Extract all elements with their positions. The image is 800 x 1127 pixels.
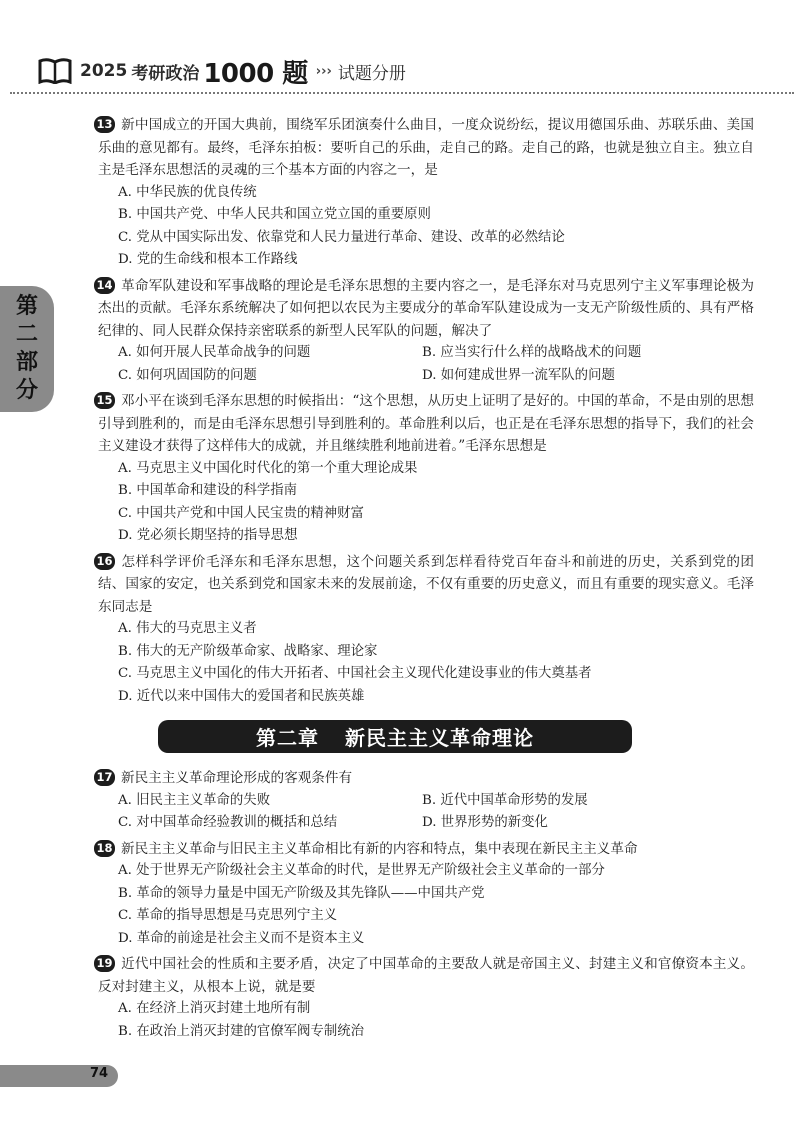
option: D. 党的生命线和根本工作路线 xyxy=(118,252,298,267)
question-14 xyxy=(98,275,754,388)
side-tab-char: 分 xyxy=(15,378,38,403)
option: C. 党从中国实际出发、依靠党和人民力量进行革命、建设、改革的必然结论 xyxy=(118,229,565,245)
option: A. 马克思主义中国化时代化的第一个重大理论成果 xyxy=(118,460,418,476)
chapter-title: 新民主主义革命理论 xyxy=(345,726,534,750)
option: D. 世界形势的新变化 xyxy=(422,815,548,830)
page-header xyxy=(38,56,406,89)
question-number-badge: 13 xyxy=(94,116,115,133)
option: A. 如何开展人民革命战争的问题 xyxy=(118,345,311,360)
question-19 xyxy=(98,953,754,1043)
question-stem: 革命军队建设和军事战略的理论是毛泽东思想的主要内容之一，是毛泽东对马克思列宁主义军事理论极为杰出的贡献。毛泽东系统解决了如何把以农民为主要成分的革命军队建设成为一支无产阶级性质的、具有严格纪律的、同人民群众保持亲密联系的新型人民军队的问题，解决了 xyxy=(98,277,754,339)
option: C. 如何巩固国防的问题 xyxy=(118,367,257,383)
option-grid xyxy=(98,790,754,835)
option: B. 在政治上消灭封建的官僚军阀专制统治 xyxy=(118,1023,364,1039)
option-grid xyxy=(98,342,754,387)
question-13 xyxy=(98,114,754,272)
question-17 xyxy=(98,767,754,835)
option: A. 处于世界无产阶级社会主义革命的时代，是世界无产阶级社会主义革命的一部分 xyxy=(118,863,605,878)
chapter-number: 第二章 xyxy=(256,726,319,750)
question-stem: 邓小平在谈到毛泽东思想的时候指出：“这个思想，从历史上证明了是好的。中国的革命，不是由别的思想引导到胜利的，而是由毛泽东思想引导到胜利的。革命胜利以后，也正是在毛泽东思想的指导下，我们的社会主义建设才获得了这样伟大的成就，并且继续胜利地前进着。”毛泽东思想是 xyxy=(98,393,754,454)
option: B. 应当实行什么样的战略战术的问题 xyxy=(422,345,642,360)
option: C. 马克思主义中国化的伟大开拓者、中国社会主义现代化建设事业的伟大奠基者 xyxy=(118,666,592,681)
option: D. 近代以来中国伟大的爱国者和民族英雄 xyxy=(118,688,365,704)
question-number-badge: 16 xyxy=(94,553,115,570)
option: B. 伟大的无产阶级革命家、战略家、理论家 xyxy=(118,643,378,659)
header-year: 2025 xyxy=(80,61,128,81)
header-book-title: 1000 题 xyxy=(203,58,308,89)
header-arrows: ››› xyxy=(315,63,332,79)
question-content xyxy=(98,114,754,1046)
option: A. 中华民族的优良传统 xyxy=(118,184,257,200)
question-number-badge: 14 xyxy=(94,277,115,294)
header-exam: 考研政治 xyxy=(131,63,200,84)
option: C. 革命的指导思想是马克思列宁主义 xyxy=(118,908,338,923)
question-16 xyxy=(98,551,754,709)
question-stem: 新民主主义革命与旧民主主义革命相比有新的内容和特点，集中表现在新民主主义革命 xyxy=(121,840,638,857)
side-tab-char: 部 xyxy=(15,350,38,375)
option: C. 中国共产党和中国人民宝贵的精神财富 xyxy=(118,505,364,521)
option: B. 近代中国革命形势的发展 xyxy=(422,792,588,808)
option: B. 革命的领导力量是中国无产阶级及其先锋队——中国共产党 xyxy=(118,885,485,901)
header-divider xyxy=(10,92,794,94)
option: A. 旧民主主义革命的失败 xyxy=(118,792,271,808)
option: C. 对中国革命经验教训的概括和总结 xyxy=(118,815,338,830)
question-number-badge: 17 xyxy=(94,769,115,786)
question-stem: 新中国成立的开国大典前，围绕军乐团演奏什么曲目，一度众说纷纭，提议用德国乐曲、苏联乐曲、美国乐曲的意见都有。最终，毛泽东拍板：要听自己的乐曲，走自己的路。走自己的路，也就是独立自主。独立自主是毛泽东思想活的灵魂的三个基本方面的内容之一，是 xyxy=(98,117,754,178)
question-number-badge: 18 xyxy=(94,840,115,857)
page-number: 74 xyxy=(90,1066,109,1081)
option: D. 如何建成世界一流军队的问题 xyxy=(422,367,615,383)
chapter-heading xyxy=(158,720,632,753)
option: D. 革命的前途是社会主义而不是资本主义 xyxy=(118,930,365,946)
question-number-badge: 19 xyxy=(94,955,115,972)
part-side-tab xyxy=(0,286,54,412)
question-stem: 近代中国社会的性质和主要矛盾，决定了中国革命的主要敌人就是帝国主义、封建主义和官僚资本主义。反对封建主义，从根本上说，就是要 xyxy=(98,956,754,995)
option: A. 伟大的马克思主义者 xyxy=(118,621,257,636)
question-15 xyxy=(98,390,754,548)
option: B. 中国革命和建设的科学指南 xyxy=(118,483,298,498)
option: D. 党必须长期坚持的指导思想 xyxy=(118,528,298,543)
question-stem: 怎样科学评价毛泽东和毛泽东思想，这个问题关系到怎样看待党百年奋斗和前进的历史，关系到党的团结、国家的安定，也关系到党和国家未来的发展前途，不仅有重要的历史意义，而且有重要的现实意义。毛泽东同志是 xyxy=(98,553,754,615)
option: A. 在经济上消灭封建土地所有制 xyxy=(118,1001,311,1016)
header-subtitle: 试题分册 xyxy=(337,63,406,84)
side-tab-char: 二 xyxy=(15,322,38,347)
option: B. 中国共产党、中华人民共和国立党立国的重要原则 xyxy=(118,207,431,222)
question-number-badge: 15 xyxy=(94,392,115,409)
open-book-icon xyxy=(38,58,72,84)
question-stem: 新民主主义革命理论形成的客观条件有 xyxy=(121,770,353,786)
question-18 xyxy=(98,838,754,951)
side-tab-char: 第 xyxy=(15,294,38,319)
